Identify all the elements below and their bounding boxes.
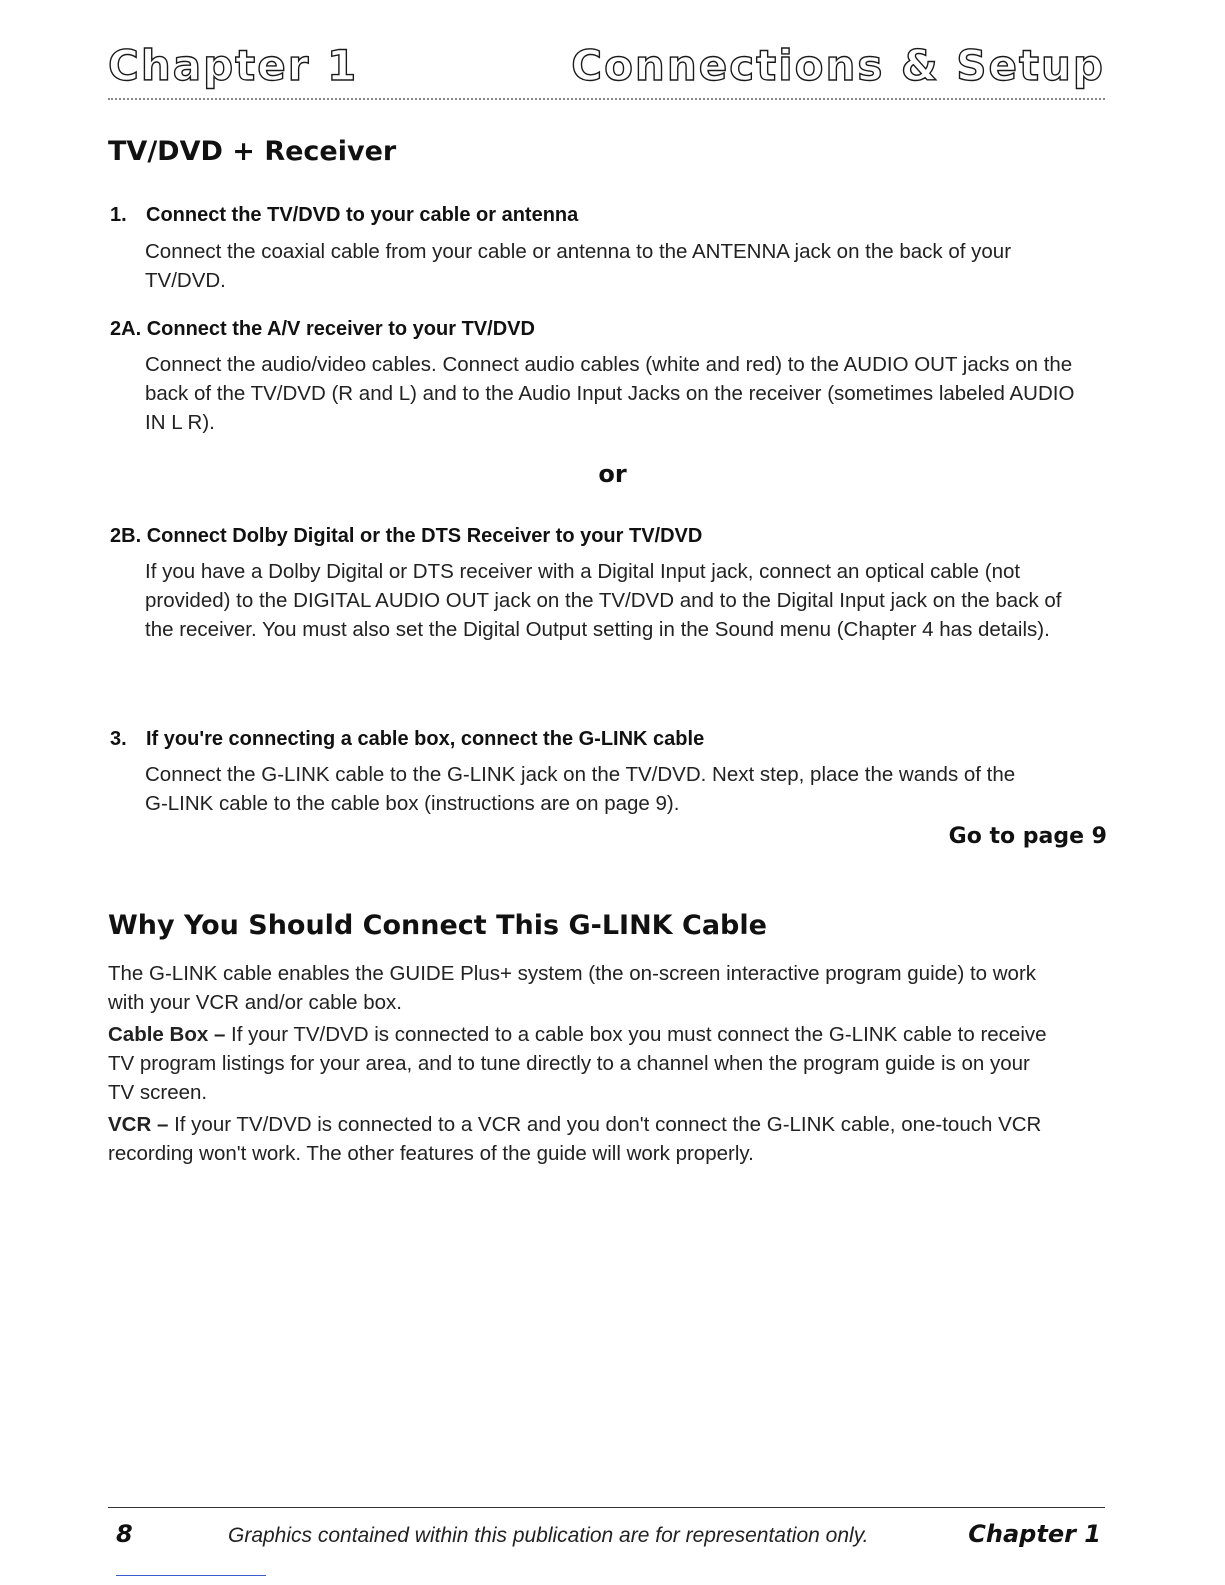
vcr-paragraph: [108, 1110, 1041, 1168]
step-3-title: [110, 728, 704, 751]
text-line: If your TV/DVD is connected to a VCR and you don't connect the G-LINK cable, one-touch VCR: [168, 1113, 1042, 1136]
step-2a-title: [110, 318, 535, 341]
text-line: G-LINK cable to the cable box (instructions are on page 9).: [145, 792, 680, 815]
cable-box-paragraph: [108, 1020, 1047, 1107]
step-2b-title: [110, 525, 702, 548]
text-line: the receiver. You must also set the Digital Output setting in the Sound menu (Chapter 4 has details).: [145, 618, 1050, 641]
page-number: 8: [116, 1520, 133, 1548]
text-line: If your TV/DVD is connected to a cable box you must connect the G-LINK cable to receive: [225, 1023, 1047, 1046]
step-2b-text: [145, 557, 1062, 644]
step-number: 2B.: [110, 525, 147, 547]
text-line: recording won't work. The other features of the guide will work properly.: [108, 1142, 754, 1165]
vcr-lead: VCR –: [108, 1113, 169, 1136]
header-title: Connections & Setup: [571, 41, 1105, 90]
footer-divider: [108, 1507, 1105, 1508]
step-heading: Connect the A/V receiver to your TV/DVD: [146, 318, 535, 340]
text-line: If you have a Dolby Digital or DTS receiver with a Digital Input jack, connect an optical cable (not: [145, 560, 1021, 583]
text-line: TV screen.: [108, 1081, 208, 1104]
step-2a-text: [145, 350, 1074, 437]
text-line: back of the TV/DVD (R and L) and to the Audio Input Jacks on the receiver (sometimes labeled AUDIO: [145, 382, 1075, 405]
step-number: 1.: [110, 204, 127, 226]
step-number: 3.: [110, 728, 127, 750]
header-chapter: Chapter 1: [108, 41, 359, 90]
step-heading: Connect the TV/DVD to your cable or antenna: [146, 204, 579, 226]
step-1-title: [110, 204, 578, 227]
text-line: with your VCR and/or cable box.: [108, 991, 402, 1014]
text-line: TV/DVD.: [145, 269, 226, 292]
step-heading: Connect Dolby Digital or the DTS Receiver to your TV/DVD: [146, 525, 703, 547]
section-title-tvdvd-receiver: TV/DVD + Receiver: [108, 136, 397, 167]
page-header: [108, 40, 1105, 92]
footer-note: Graphics contained within this publication are for representation only.: [228, 1524, 869, 1547]
text-line: TV program listings for your area, and to tune directly to a channel when the program guide is on your: [108, 1052, 1030, 1075]
text-line: provided) to the DIGITAL AUDIO OUT jack on the TV/DVD and to the Digital Input jack on the back of: [145, 589, 1062, 612]
footer-chapter: Chapter 1: [968, 1520, 1101, 1548]
go-to-page-link[interactable]: Go to page 9: [948, 824, 1107, 849]
text-line: Connect the G-LINK cable to the G-LINK jack on the TV/DVD. Next step, place the wands of the: [145, 763, 1016, 786]
step-3-text: [145, 760, 1015, 818]
footer-accent-line: [116, 1575, 266, 1576]
cable-box-lead: Cable Box –: [108, 1023, 226, 1046]
step-number: 2A.: [110, 318, 147, 340]
text-line: IN L R).: [145, 411, 215, 434]
header-divider: [108, 98, 1105, 100]
section-title-why-glink: Why You Should Connect This G-LINK Cable: [108, 910, 767, 941]
glink-intro: [108, 959, 1036, 1017]
text-line: Connect the audio/video cables. Connect audio cables (white and red) to the AUDIO OUT jacks on the: [145, 353, 1073, 376]
step-heading: If you're connecting a cable box, connect the G-LINK cable: [146, 728, 705, 750]
text-line: Connect the coaxial cable from your cable or antenna to the ANTENNA jack on the back of your: [145, 240, 1012, 263]
step-1-text: [145, 237, 1011, 295]
text-line: The G-LINK cable enables the GUIDE Plus+ system (the on-screen interactive program guide) to work: [108, 962, 1037, 985]
or-separator: or: [598, 460, 627, 488]
page-footer: [108, 1520, 1105, 1554]
